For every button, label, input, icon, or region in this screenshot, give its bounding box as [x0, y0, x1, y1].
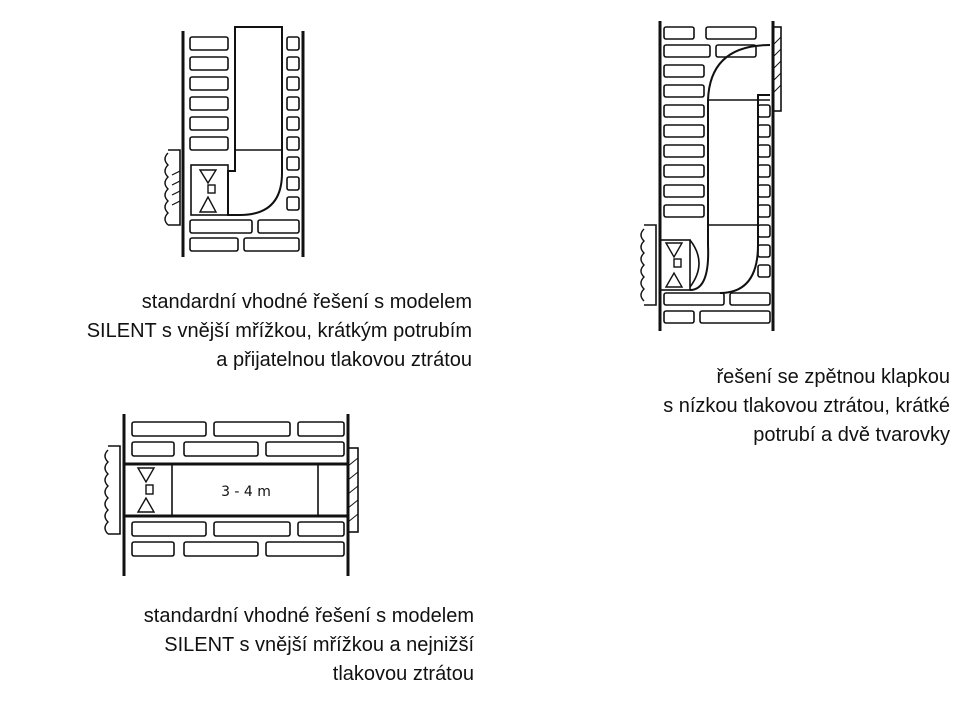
caption-line: SILENT s vnější mřížkou, krátkým potrubím — [86, 320, 472, 342]
caption-line: řešení se zpětnou klapkou — [716, 366, 950, 388]
caption-horizontal-straight-duct — [144, 602, 474, 689]
caption-vertical-short-duct — [87, 288, 472, 375]
caption-line: tlakovou ztrátou — [332, 663, 474, 685]
diagram-horizontal-straight-duct — [100, 410, 380, 582]
caption-line: a přijatelnou tlakovou ztrátou — [216, 349, 472, 371]
caption-line: standardní vhodné řešení s modelem — [143, 605, 474, 627]
duct-length-label: 3 - 4 m — [221, 484, 271, 500]
diagram-vertical-short-duct — [150, 25, 310, 265]
diagram-check-valve-two-elbows — [630, 15, 790, 335]
caption-check-valve-two-elbows — [663, 363, 950, 450]
caption-line: SILENT s vnější mřížkou a nejnižší — [164, 634, 474, 656]
caption-line: s nízkou tlakovou ztrátou, krátké — [663, 395, 950, 417]
caption-line: standardní vhodné řešení s modelem — [141, 291, 472, 313]
caption-line: potrubí a dvě tvarovky — [753, 424, 950, 446]
